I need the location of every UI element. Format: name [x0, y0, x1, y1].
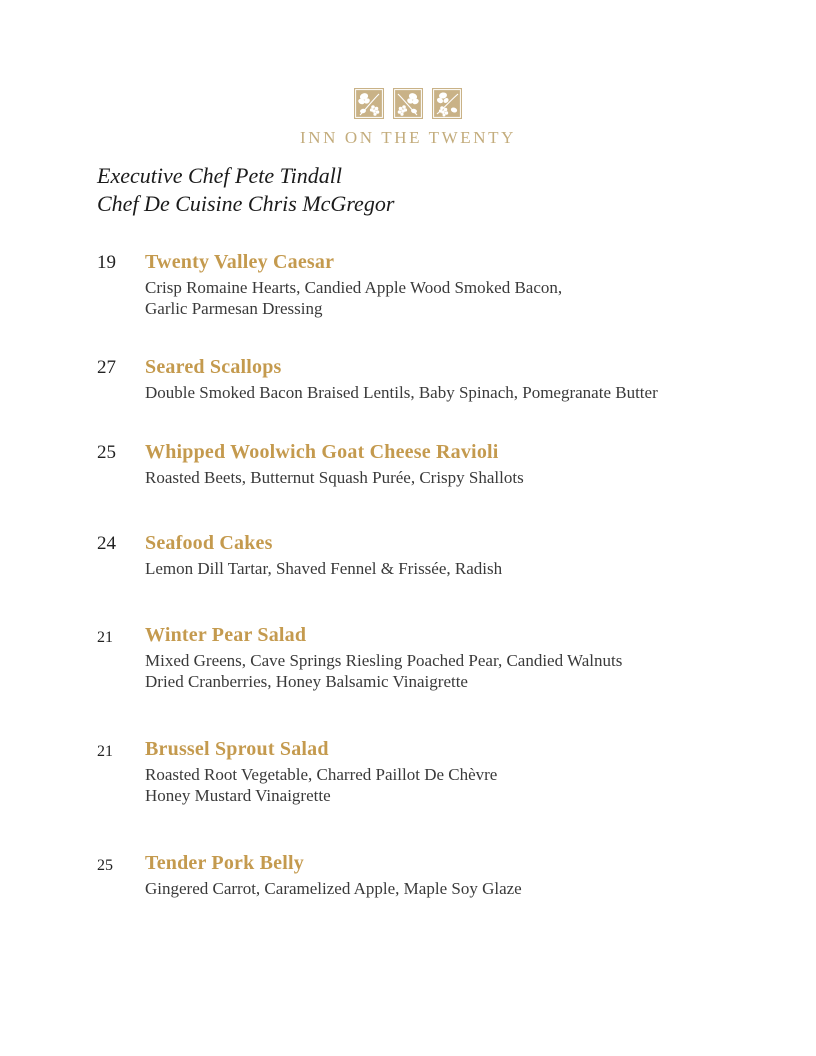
menu-list [97, 251, 737, 899]
item-price: 27 [97, 357, 116, 378]
menu-item [97, 532, 737, 579]
item-title: Twenty Valley Caesar [145, 251, 335, 273]
item-body [145, 532, 737, 579]
item-description-line: Mixed Greens, Cave Springs Riesling Poached Pear, Candied Walnuts [145, 651, 623, 670]
item-price: 25 [97, 857, 113, 874]
item-body [145, 738, 737, 806]
item-price: 24 [97, 533, 116, 554]
menu-item [97, 356, 737, 403]
grapevine-square-icon [432, 88, 462, 119]
menu-item [97, 441, 737, 488]
item-title: Seared Scallops [145, 356, 282, 378]
chef-credits [97, 162, 394, 218]
item-body [145, 356, 737, 403]
item-description-line: Lemon Dill Tartar, Shaved Fennel & Frissée, Radish [145, 559, 503, 578]
item-price: 25 [97, 442, 116, 463]
item-title: Tender Pork Belly [145, 852, 304, 874]
grapevine-square-icon [354, 88, 384, 119]
item-description-line: Crisp Romaine Hearts, Candied Apple Wood Smoked Bacon, [145, 278, 563, 297]
item-body [145, 441, 737, 488]
item-description-line: Gingered Carrot, Caramelized Apple, Maple Soy Glaze [145, 879, 522, 898]
item-title: Brussel Sprout Salad [145, 738, 329, 760]
chef-de-cuisine-line: Chef De Cuisine Chris McGregor [97, 191, 395, 216]
item-body [145, 852, 737, 899]
item-description-line: Roasted Beets, Butternut Squash Purée, Crispy Shallots [145, 468, 524, 487]
item-price: 19 [97, 252, 116, 273]
item-price: 21 [97, 629, 113, 646]
item-body [145, 251, 737, 319]
menu-item [97, 251, 737, 319]
executive-chef-line: Executive Chef Pete Tindall [97, 163, 342, 188]
menu-item [97, 852, 737, 899]
grapevine-square-icon [393, 88, 423, 119]
item-price: 21 [97, 743, 113, 760]
item-title: Whipped Woolwich Goat Cheese Ravioli [145, 441, 499, 463]
logo [0, 88, 816, 119]
item-body [145, 624, 737, 692]
item-title: Seafood Cakes [145, 532, 273, 554]
header [0, 88, 816, 148]
item-description-line: Roasted Root Vegetable, Charred Paillot De Chèvre [145, 765, 498, 784]
item-description-line: Garlic Parmesan Dressing [145, 299, 323, 318]
item-description-line: Honey Mustard Vinaigrette [145, 786, 331, 805]
item-description-line: Double Smoked Bacon Braised Lentils, Baby Spinach, Pomegranate Butter [145, 383, 658, 402]
menu-item [97, 624, 737, 692]
menu-item [97, 738, 737, 806]
item-title: Winter Pear Salad [145, 624, 307, 646]
brand-name: INN ON THE TWENTY [300, 128, 516, 147]
item-description-line: Dried Cranberries, Honey Balsamic Vinaigrette [145, 672, 468, 691]
